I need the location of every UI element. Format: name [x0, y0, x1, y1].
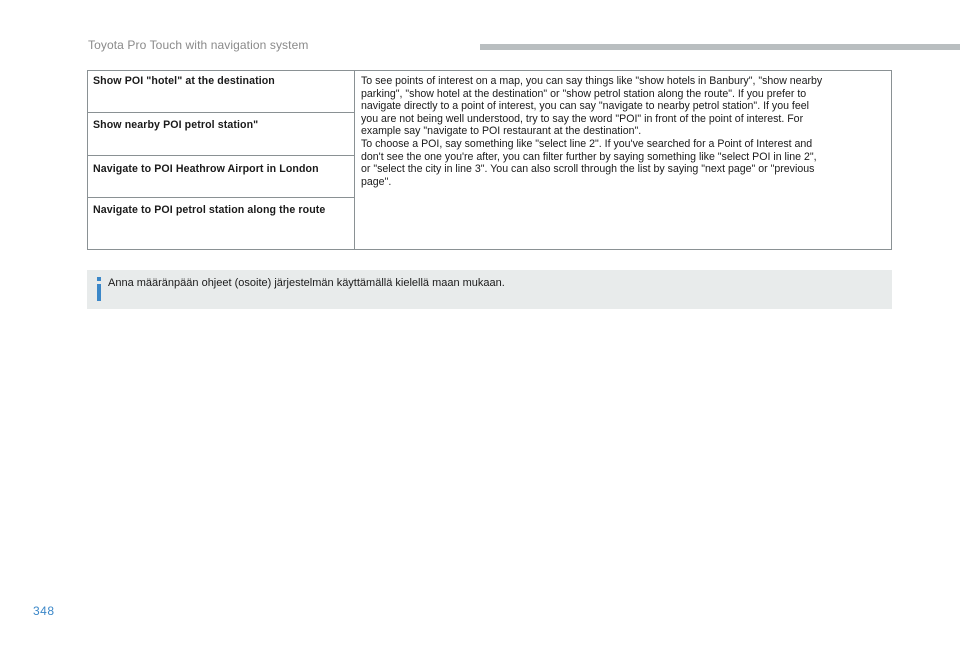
voice-command-cell: Navigate to POI petrol station along the route — [88, 198, 355, 250]
voice-command-cell: Show nearby POI petrol station" — [88, 113, 355, 156]
description-line: you are not being well understood, try to say the word "POI" in front of the point of interest. For — [361, 112, 804, 125]
table-row — [88, 71, 892, 113]
section-title: Toyota Pro Touch with navigation system — [88, 38, 309, 52]
page-number: 348 — [33, 604, 55, 618]
info-icon — [94, 277, 104, 301]
voice-command-cell: Show POI "hotel" at the destination — [88, 71, 355, 113]
description-line: To choose a POI, say something like "select line 2". If you've searched for a Point of Interest and — [361, 137, 813, 150]
description-line: or "select the city in line 3". You can also scroll through the list by saying "next page" or "previous — [361, 163, 815, 176]
command-description-cell — [355, 71, 892, 250]
description-line: example say "navigate to POI restaurant at the destination". — [361, 125, 642, 138]
description-line: navigate directly to a point of interest, you can say "navigate to nearby petrol station". If you feel — [361, 100, 810, 113]
description-line: To see points of interest on a map, you can say things like "show hotels in Banbury", "show nearby — [361, 75, 823, 87]
description-line: parking", "show hotel at the destination" or "show petrol station along the route". If you prefer to — [361, 87, 807, 100]
header-divider-bar — [480, 44, 960, 50]
description-line: don't see the one you're after, you can filter further by saying something like "select POI in line 2", — [361, 150, 817, 163]
info-note-text: Anna määränpään ohjeet (osoite) järjestelmän käyttämällä kielellä maan mukaan. — [108, 277, 505, 289]
description-line: page". — [361, 175, 392, 188]
voice-command-cell: Navigate to POI Heathrow Airport in London — [88, 156, 355, 198]
voice-command-table — [87, 70, 892, 250]
info-note — [87, 270, 892, 309]
